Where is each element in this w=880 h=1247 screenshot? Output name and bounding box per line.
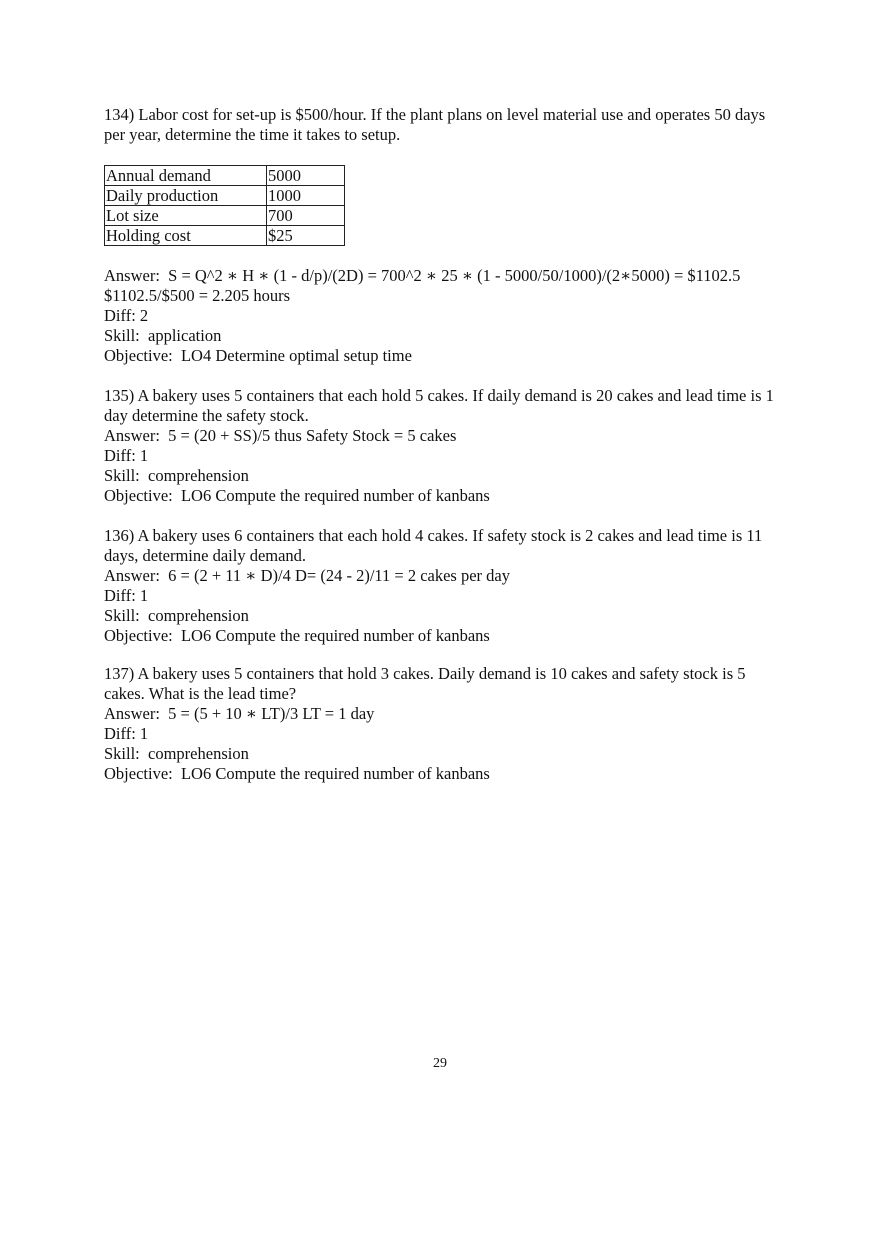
difficulty: Diff: 1	[104, 446, 149, 465]
table-row	[105, 226, 345, 246]
skill: Skill: comprehension	[104, 466, 249, 485]
table-cell-label: Annual demand	[105, 166, 267, 186]
question-text: 135) A bakery uses 5 containers that each hold 5 cakes. If daily demand is 20 cakes and lead time is 1 day determine the safety stock.	[104, 386, 774, 425]
difficulty: Diff: 1	[104, 586, 149, 605]
difficulty: Diff: 1	[104, 724, 149, 743]
table-row	[105, 166, 345, 186]
table-row	[105, 206, 345, 226]
question-text: 136) A bakery uses 6 containers that each hold 4 cakes. If safety stock is 2 cakes and lead time is 11 days, determine daily demand.	[104, 526, 763, 565]
question-134	[104, 105, 784, 366]
question-137	[104, 664, 784, 784]
answer-line: Answer: S = Q^2 ∗ H ∗ (1 - d/p)/(2D) = 700^2 ∗ 25 ∗ (1 - 5000/50/1000)/(2∗5000) = $1102.5	[104, 266, 741, 285]
difficulty: Diff: 2	[104, 306, 149, 325]
skill: Skill: application	[104, 326, 222, 345]
answer-line: $1102.5/$500 = 2.205 hours	[104, 286, 291, 305]
table-cell-label: Lot size	[105, 206, 267, 226]
table-cell-value: 5000	[267, 166, 345, 186]
table-row	[105, 186, 345, 206]
table-cell-value: $25	[267, 226, 345, 246]
question-text: 137) A bakery uses 5 containers that hold 3 cakes. Daily demand is 10 cakes and safety stock is 5 cakes. What is the lead time?	[104, 664, 746, 703]
skill: Skill: comprehension	[104, 744, 249, 763]
answer-line: Answer: 5 = (20 + SS)/5 thus Safety Stock = 5 cakes	[104, 426, 457, 445]
objective: Objective: LO6 Compute the required number of kanbans	[104, 764, 490, 783]
table-cell-label: Holding cost	[105, 226, 267, 246]
objective: Objective: LO4 Determine optimal setup time	[104, 346, 412, 365]
data-table	[104, 165, 345, 246]
table-cell-label: Daily production	[105, 186, 267, 206]
skill: Skill: comprehension	[104, 606, 249, 625]
table-cell-value: 700	[267, 206, 345, 226]
objective: Objective: LO6 Compute the required number of kanbans	[104, 626, 490, 645]
question-text: 134) Labor cost for set-up is $500/hour. If the plant plans on level material use and operates 50 days per year, determine the time it takes to setup.	[104, 105, 766, 144]
table-cell-value: 1000	[267, 186, 345, 206]
answer-line: Answer: 6 = (2 + 11 ∗ D)/4 D= (24 - 2)/11 = 2 cakes per day	[104, 566, 510, 585]
page-number: 29	[433, 1056, 447, 1071]
answer-line: Answer: 5 = (5 + 10 ∗ LT)/3 LT = 1 day	[104, 704, 375, 723]
question-136	[104, 526, 784, 646]
objective: Objective: LO6 Compute the required number of kanbans	[104, 486, 490, 505]
question-135	[104, 386, 784, 506]
